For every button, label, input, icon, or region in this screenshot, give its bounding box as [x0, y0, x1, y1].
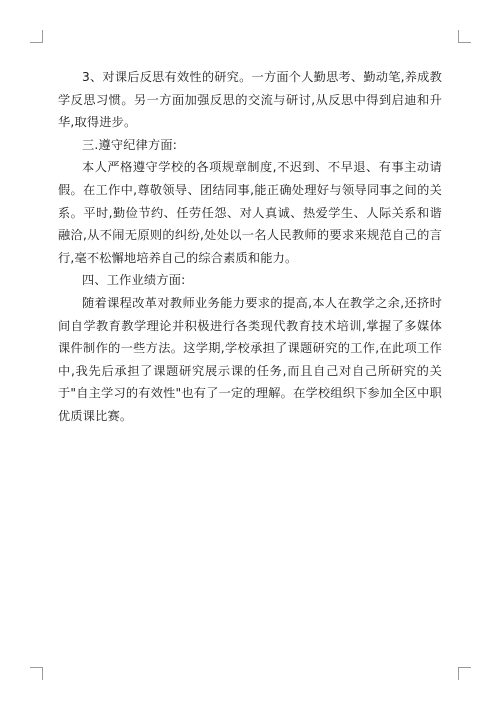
paragraph-discipline: 本人严格遵守学校的各项规章制度,不迟到、不早退、有事主动请假。在工作中,尊敬领导、团结同事,能正确处理好与领导同事之间的关系。平时,勤俭节约、任劳任怨、对人真诚、热爱学生、人际关系和谐融洽,从不闹无原则的纠纷,处处以一名人民教师的要求来规范自己的言行,毫不松懈地培养自己的综合素质和能力。 — [58, 160, 442, 265]
crop-mark-top-right — [458, 30, 471, 43]
paragraph-achievements: 随着课程改革对教师业务能力要求的提高,本人在教学之余,还挤时间自学教育教学理论并积极进行各类现代教育技术培训,掌握了多媒体课件制作的一些方法。这学期,学校承担了课题研究的工作,在此项工作中,我先后承担了课题研究展示课的任务,而且自己对自己所研究的关于"自主学习的有效性"也有了一定的理解。在学校组织下参加全区中职优质课比赛。 — [58, 295, 442, 423]
paragraph-reflection-research: 3、对课后反思有效性的研究。一方面个人勤思考、勤动笔,养成教学反思习惯。另一方面加强反思的交流与研讨,从反思中得到启迪和升华,取得进步。 — [58, 70, 442, 130]
crop-mark-top-left — [30, 30, 43, 43]
section-heading-discipline: 三.遵守纪律方面: — [82, 137, 178, 152]
section-heading-achievements: 四、工作业绩方面: — [82, 273, 186, 288]
document-body — [58, 66, 442, 428]
crop-mark-bottom-left — [30, 667, 43, 680]
crop-mark-bottom-right — [458, 667, 471, 680]
